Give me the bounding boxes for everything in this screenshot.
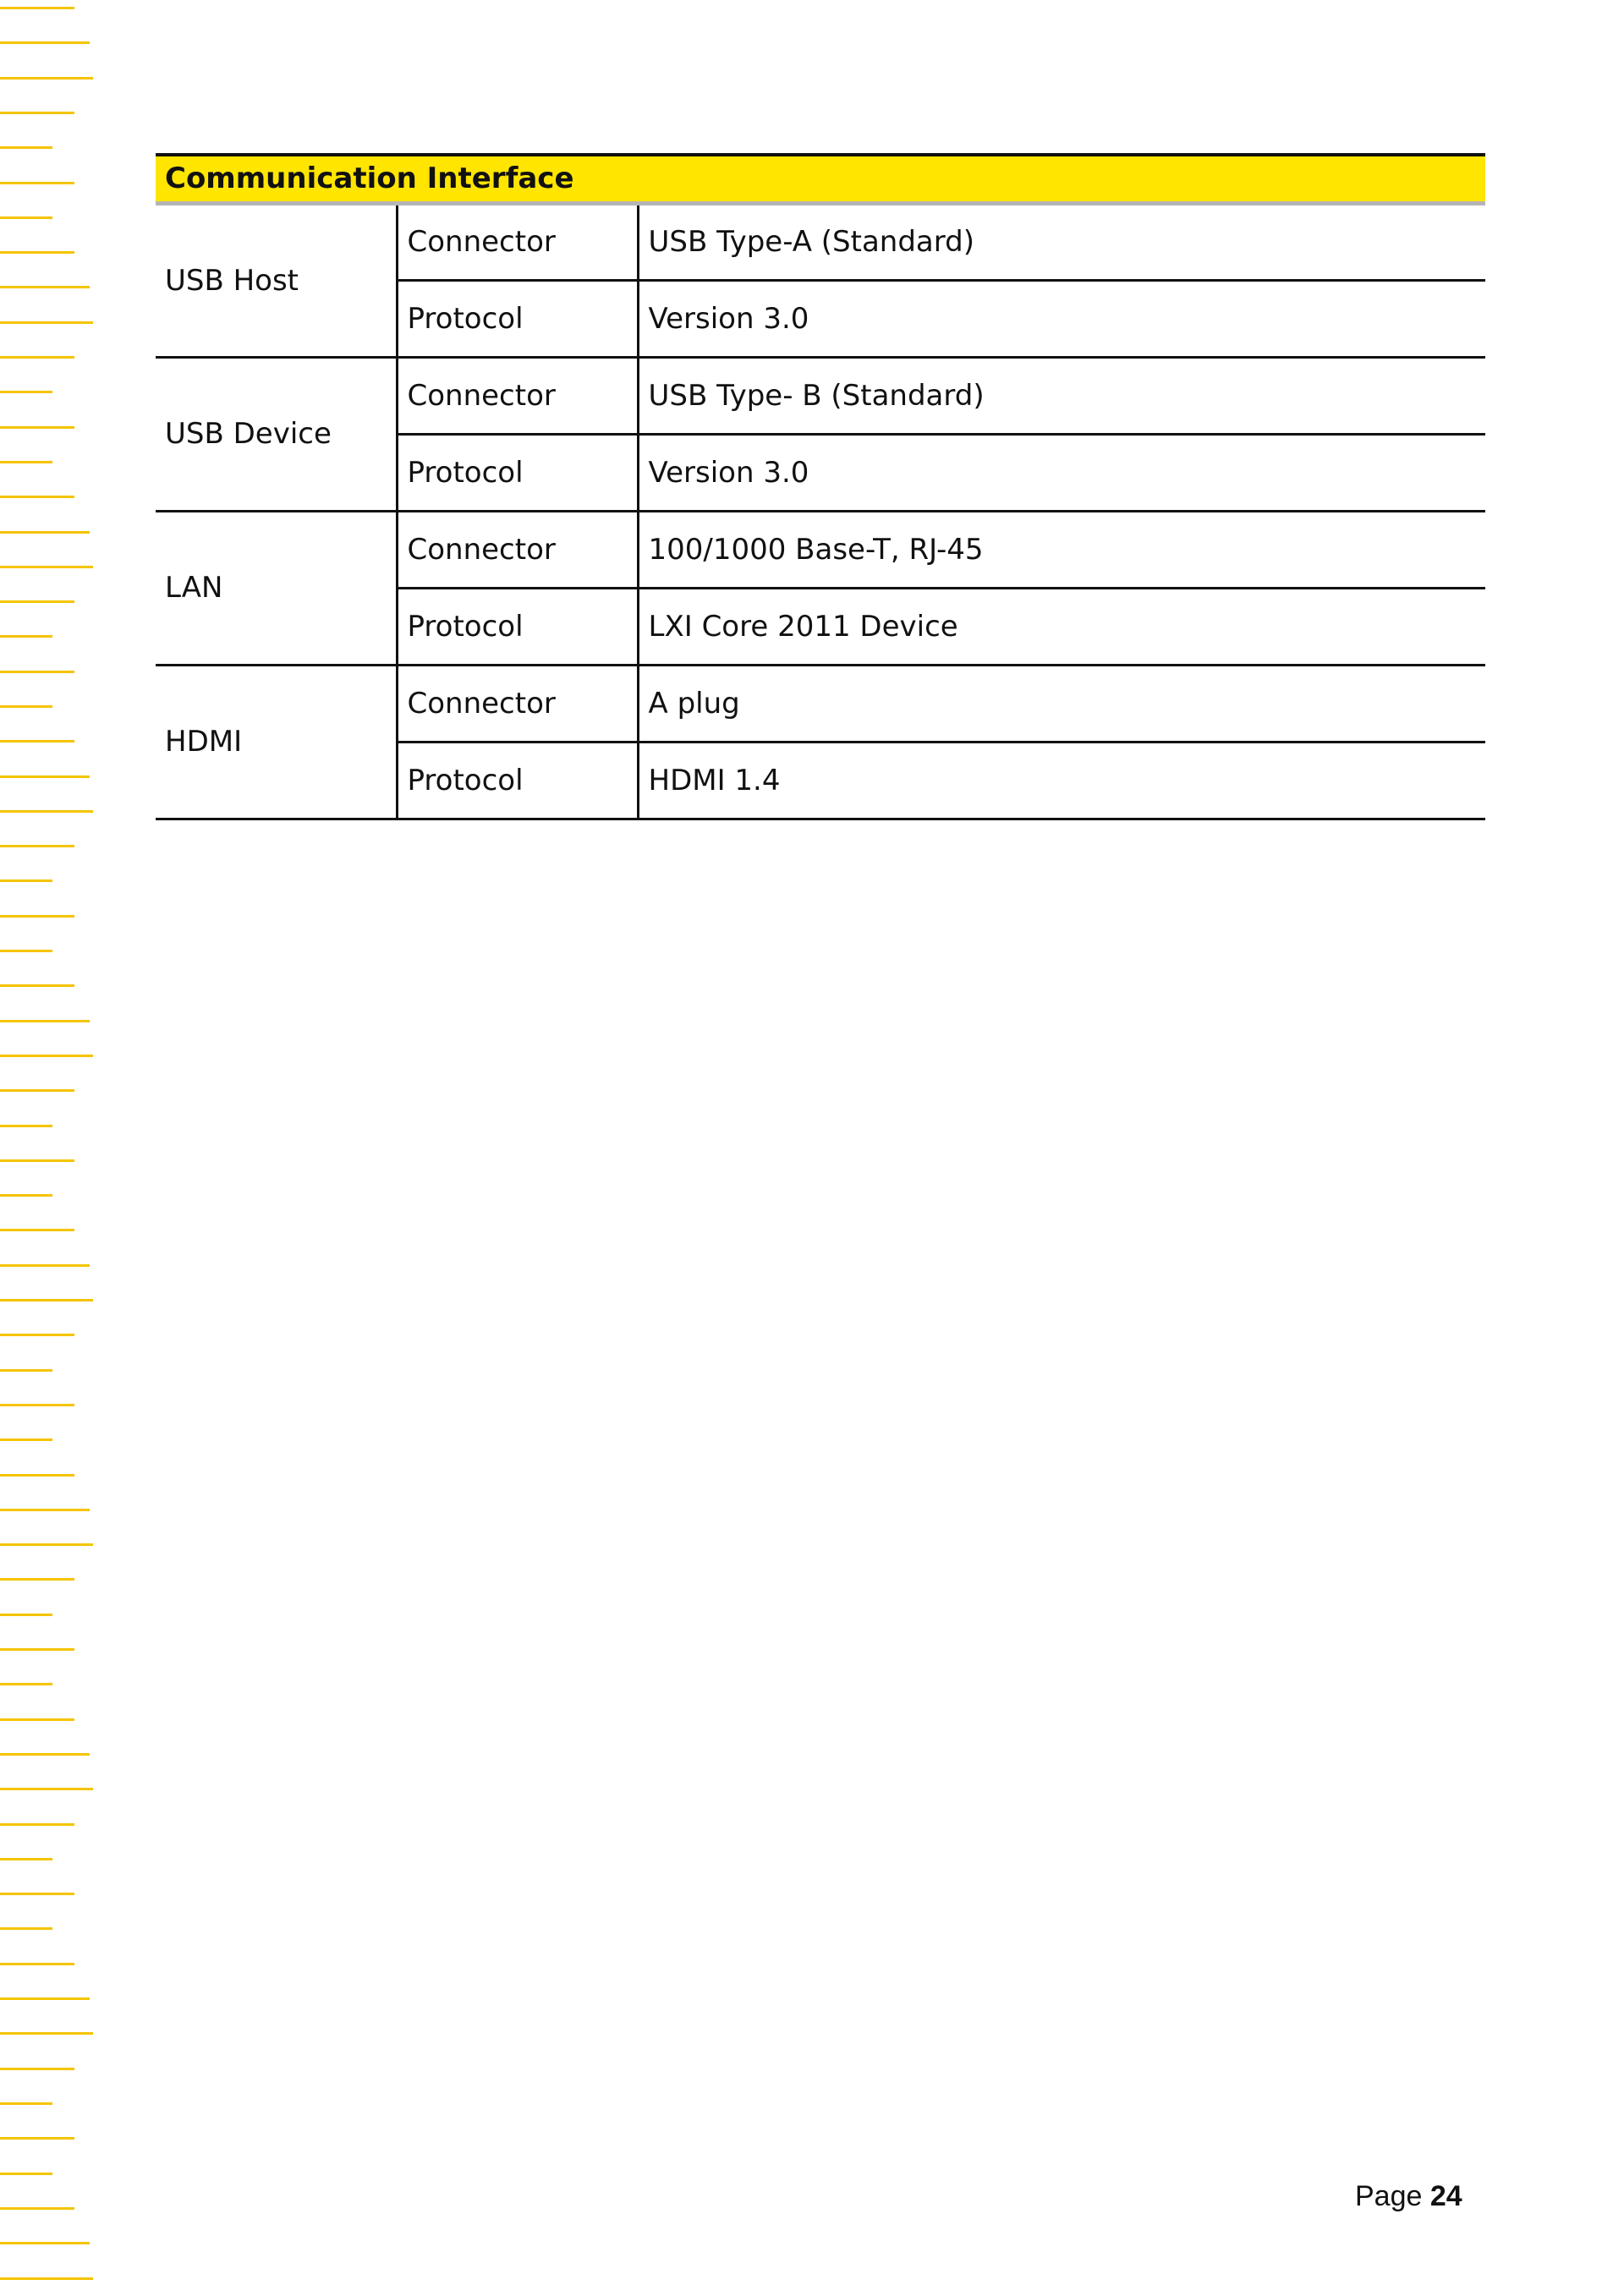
- value-cell: LXI Core 2011 Device: [638, 588, 1485, 665]
- attribute-cell: Connector: [397, 357, 638, 434]
- margin-tick: [0, 1509, 90, 1511]
- margin-tick: [0, 112, 74, 114]
- margin-tick: [0, 1893, 74, 1895]
- margin-tick: [0, 1020, 90, 1022]
- page-number-value: 24: [1429, 2180, 1462, 2212]
- margin-tick: [0, 1543, 93, 1546]
- margin-tick: [0, 1159, 74, 1162]
- communication-interface-table: [156, 153, 1485, 820]
- margin-tick: [0, 251, 74, 254]
- margin-tick: [0, 566, 93, 568]
- value-cell: Version 3.0: [638, 280, 1485, 357]
- margin-tick: [0, 775, 90, 778]
- margin-tick: [0, 531, 90, 534]
- margin-tick: [0, 182, 74, 184]
- margin-tick: [0, 1614, 52, 1616]
- page-number: [1355, 2180, 1462, 2213]
- group-label-usb-host: USB Host: [156, 203, 397, 357]
- margin-tick: [0, 2277, 93, 2280]
- margin-tick: [0, 600, 74, 603]
- margin-tick: [0, 1578, 74, 1581]
- margin-tick: [0, 1404, 74, 1406]
- margin-tick: [0, 1963, 74, 1965]
- margin-tick: [0, 740, 74, 743]
- margin-tick: [0, 1334, 74, 1336]
- attribute-cell: Protocol: [397, 588, 638, 665]
- margin-tick: [0, 1997, 90, 2000]
- margin-tick: [0, 356, 74, 359]
- group-label-hdmi: HDMI: [156, 665, 397, 819]
- margin-tick: [0, 1648, 74, 1651]
- margin-tick: [0, 2207, 74, 2210]
- value-cell: 100/1000 Base-T, RJ-45: [638, 511, 1485, 588]
- attribute-cell: Protocol: [397, 742, 638, 819]
- value-cell: A plug: [638, 665, 1485, 742]
- margin-tick: [0, 2242, 90, 2244]
- margin-tick: [0, 426, 74, 429]
- margin-tick: [0, 1927, 52, 1930]
- attribute-cell: Protocol: [397, 434, 638, 511]
- margin-tick: [0, 1229, 74, 1231]
- margin-tick: [0, 2173, 52, 2175]
- value-cell: Version 3.0: [638, 434, 1485, 511]
- margin-tick: [0, 879, 52, 882]
- margin-tick: [0, 391, 52, 393]
- margin-tick: [0, 950, 52, 952]
- margin-tick: [0, 1858, 52, 1860]
- margin-tick: [0, 1089, 74, 1092]
- page-label: Page: [1355, 2180, 1423, 2212]
- margin-tick: [0, 1194, 52, 1197]
- margin-tick: [0, 1369, 52, 1372]
- margin-tick: [0, 671, 74, 673]
- margin-tick: [0, 1125, 52, 1127]
- margin-tick: [0, 984, 74, 987]
- margin-tick-marks: [0, 0, 102, 2296]
- group-label-lan: LAN: [156, 511, 397, 665]
- margin-tick: [0, 146, 52, 149]
- attribute-cell: Protocol: [397, 280, 638, 357]
- margin-tick: [0, 77, 93, 79]
- margin-tick: [0, 1788, 93, 1790]
- margin-tick: [0, 1055, 93, 1057]
- margin-tick: [0, 2068, 74, 2070]
- margin-tick: [0, 635, 52, 638]
- group-label-usb-device: USB Device: [156, 357, 397, 511]
- margin-tick: [0, 461, 52, 463]
- table-row: [156, 665, 1485, 742]
- table-header-row: [156, 155, 1485, 203]
- value-cell: USB Type-A (Standard): [638, 203, 1485, 280]
- margin-tick: [0, 41, 90, 44]
- margin-tick: [0, 1753, 90, 1756]
- margin-tick: [0, 216, 52, 219]
- margin-tick: [0, 1438, 52, 1441]
- margin-tick: [0, 1823, 74, 1826]
- margin-tick: [0, 1718, 74, 1721]
- margin-tick: [0, 705, 52, 708]
- table-row: [156, 357, 1485, 434]
- margin-tick: [0, 1264, 90, 1267]
- margin-tick: [0, 1683, 52, 1685]
- attribute-cell: Connector: [397, 203, 638, 280]
- value-cell: HDMI 1.4: [638, 742, 1485, 819]
- margin-tick: [0, 2102, 52, 2105]
- margin-tick: [0, 1474, 74, 1477]
- table-row: [156, 203, 1485, 280]
- attribute-cell: Connector: [397, 511, 638, 588]
- attribute-cell: Connector: [397, 665, 638, 742]
- margin-tick: [0, 286, 90, 288]
- margin-tick: [0, 1299, 93, 1301]
- margin-tick: [0, 2137, 74, 2140]
- margin-tick: [0, 845, 74, 847]
- margin-tick: [0, 2032, 93, 2035]
- margin-tick: [0, 496, 74, 498]
- margin-tick: [0, 7, 74, 9]
- margin-tick: [0, 810, 93, 813]
- table-row: [156, 511, 1485, 588]
- value-cell: USB Type- B (Standard): [638, 357, 1485, 434]
- margin-tick: [0, 915, 74, 918]
- margin-tick: [0, 321, 93, 324]
- table-title: Communication Interface: [156, 155, 1485, 203]
